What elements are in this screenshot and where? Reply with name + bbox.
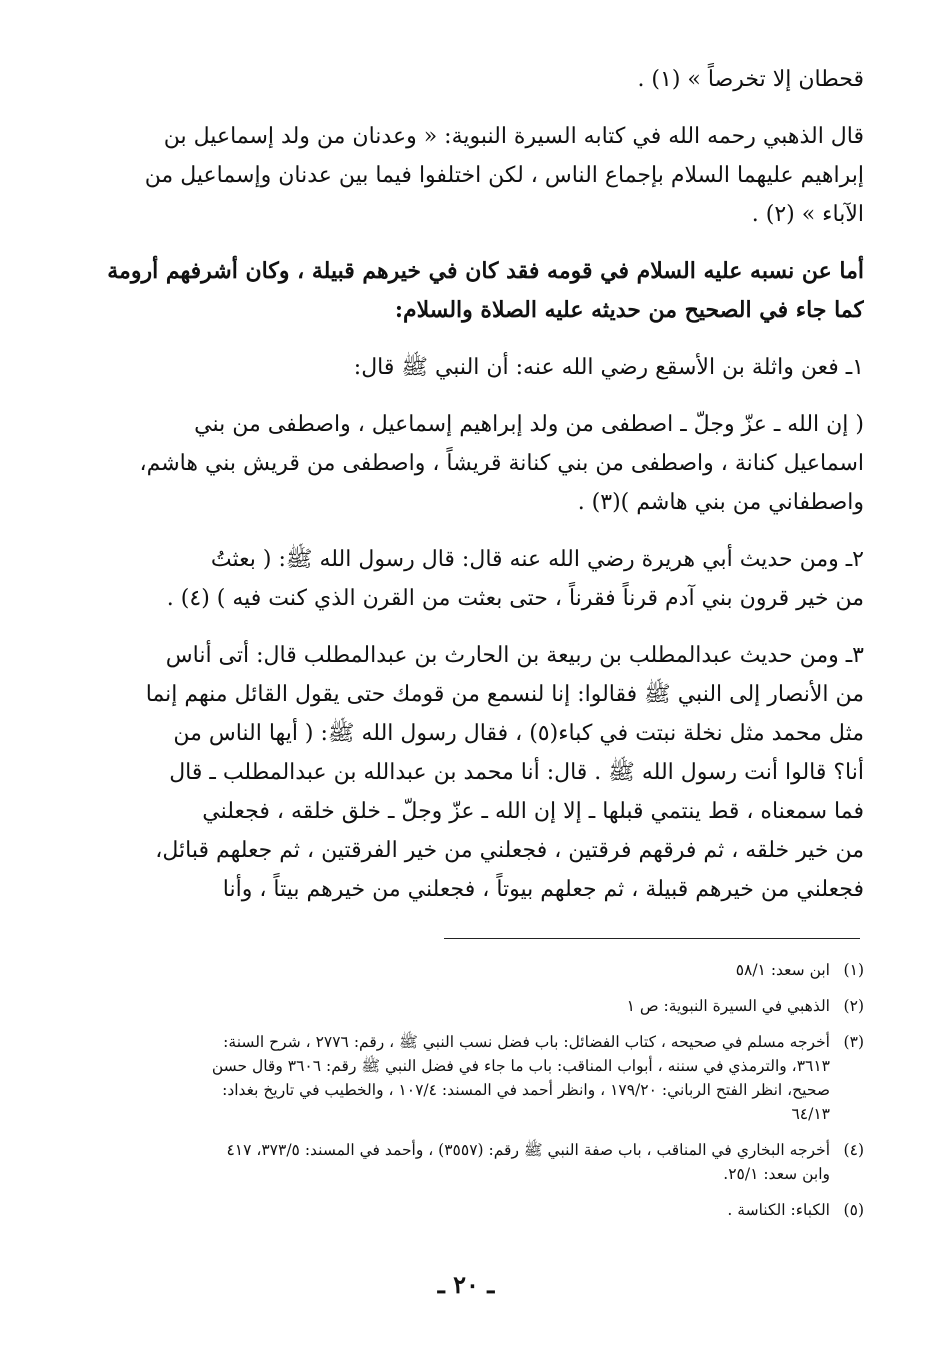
footnote-number: (٥) xyxy=(843,1201,864,1219)
footnote-line: الذهبي في السيرة النبوية: ص ١ xyxy=(626,997,830,1015)
footnote-body xyxy=(64,958,830,982)
footnote-body xyxy=(64,994,830,1018)
text-line: فجعلني من خيرهم قبيلة ، ثم جعلهم بيوتاً ، فجعلني من خيرهم بيتاً ، وأنا xyxy=(222,877,864,902)
footnote-1 xyxy=(64,958,864,982)
text-line: من الأنصار إلى النبي ﷺ فقالوا: إنا لنسمع من قومك حتى يقول القائل منهم إنما xyxy=(145,682,864,707)
footnote-2 xyxy=(64,994,864,1018)
footnote-line: ٣٦١٣، والترمذي في سننه ، أبواب المناقب: باب ما جاء في فضل النبي ﷺ رقم: ٣٦٠٦ وقال حسن xyxy=(211,1057,830,1075)
paragraph-hadith-3 xyxy=(64,636,864,909)
text-line: واصطفاني من بني هاشم )(٣) . xyxy=(577,490,864,515)
paragraph-lineage-heading xyxy=(64,252,864,330)
main-text xyxy=(64,60,864,927)
footnote-5 xyxy=(64,1198,864,1222)
text-line: الآباء » (٢) . xyxy=(751,202,864,227)
paragraph-dhahabi-quote xyxy=(64,117,864,234)
footnote-body xyxy=(64,1030,830,1126)
text-line: اسماعيل كنانة ، واصطفى من بني كنانة قريشاً ، واصطفى من قريش بني هاشم، xyxy=(139,451,864,476)
paragraph-hadith-1-intro xyxy=(64,348,864,387)
text-line: ٢ـ ومن حديث أبي هريرة رضي الله عنه قال: قال رسول الله ﷺ: ( بعثتُ xyxy=(210,547,864,572)
text-line: أنا؟ قالوا أنت رسول الله ﷺ . قال: أنا محمد بن عبدالله بن عبدالمطلب ـ قال xyxy=(169,760,864,785)
text-line: قحطان إلا تخرصاً » (١) . xyxy=(637,67,864,92)
footnote-body xyxy=(64,1138,830,1186)
footnote-line: الكباء: الكناسة . xyxy=(727,1201,830,1219)
text-line: أما عن نسبه عليه السلام في قومه فقد كان في خيرهم قبيلة ، وكان أشرفهم أرومة xyxy=(107,258,864,284)
footnote-number: (١) xyxy=(843,961,864,979)
footnote-line: أخرجه البخاري في المناقب ، باب صفة النبي ﷺ رقم: (٣٥٥٧) ، وأحمد في المسند: ٣٧٣/٥، ٤١٧ xyxy=(226,1141,830,1159)
text-line: قال الذهبي رحمه الله في كتابه السيرة النبوية: « وعدنان من ولد إسماعيل بن xyxy=(163,124,864,149)
text-line: فما سمعناه ، قط ينتمي قبلها ـ إلا إن الله ـ عزّ وجلّ ـ خلق خلقه ، فجعلني xyxy=(202,799,864,824)
text-line: ٣ـ ومن حديث عبدالمطلب بن ربيعة بن الحارث بن عبدالمطلب قال: أتى أناس xyxy=(165,643,864,668)
footnote-line: ابن سعد: ٥٨/١ xyxy=(735,961,830,979)
paragraph-continuation xyxy=(64,60,864,99)
footnotes xyxy=(64,958,864,1234)
text-line: إبراهيم عليهما السلام بإجماع الناس ، لكن اختلفوا فيما بين عدنان وإسماعيل من xyxy=(144,163,864,188)
footnote-separator xyxy=(444,938,860,939)
page-number: ـ ٢٠ ـ xyxy=(437,1270,495,1299)
footnote-line: ٦٤/١٣ xyxy=(791,1105,830,1123)
footnote-line: وابن سعد: ٢٥/١. xyxy=(723,1165,830,1183)
text-line: من خير قرون بني آدم قرناً فقرناً ، حتى بعثت من القرن الذي كنت فيه ) (٤) . xyxy=(166,586,864,611)
text-line: من خير خلقه ، ثم فرقهم فرقتين ، فجعلني من خير الفرقتين ، ثم جعلهم قبائل، xyxy=(155,838,864,863)
footnote-number: (٢) xyxy=(843,997,864,1015)
footnote-number: (٤) xyxy=(843,1141,864,1159)
text-line: مثل محمد مثل نخلة نبتت في كباء(٥) ، فقال رسول الله ﷺ: ( أيها الناس من xyxy=(173,721,864,746)
paragraph-hadith-1-text xyxy=(64,405,864,522)
footnote-line: صحيح، انظر الفتح الرباني: ١٧٩/٢٠ ، وانظر أحمد في المسند: ١٠٧/٤ ، والخطيب في تاريخ بغداد: xyxy=(222,1081,830,1099)
footnote-body xyxy=(64,1198,830,1222)
paragraph-hadith-2 xyxy=(64,540,864,618)
footnote-line: أخرجه مسلم في صحيحه ، كتاب الفضائل: باب فضل نسب النبي ﷺ ، رقم: ٢٧٧٦ ، شرح السنة: xyxy=(223,1033,830,1051)
footnote-3 xyxy=(64,1030,864,1126)
text-line: ( إن الله ـ عزّ وجلّ ـ اصطفى من ولد إبراهيم إسماعيل ، واصطفى من بني xyxy=(194,412,864,437)
text-line: ١ـ فعن واثلة بن الأسقع رضي الله عنه: أن النبي ﷺ قال: xyxy=(353,355,864,380)
text-line: كما جاء في الصحيح من حديثه عليه الصلاة والسلام: xyxy=(394,297,864,323)
footnote-4 xyxy=(64,1138,864,1186)
footnote-number: (٣) xyxy=(843,1033,864,1051)
